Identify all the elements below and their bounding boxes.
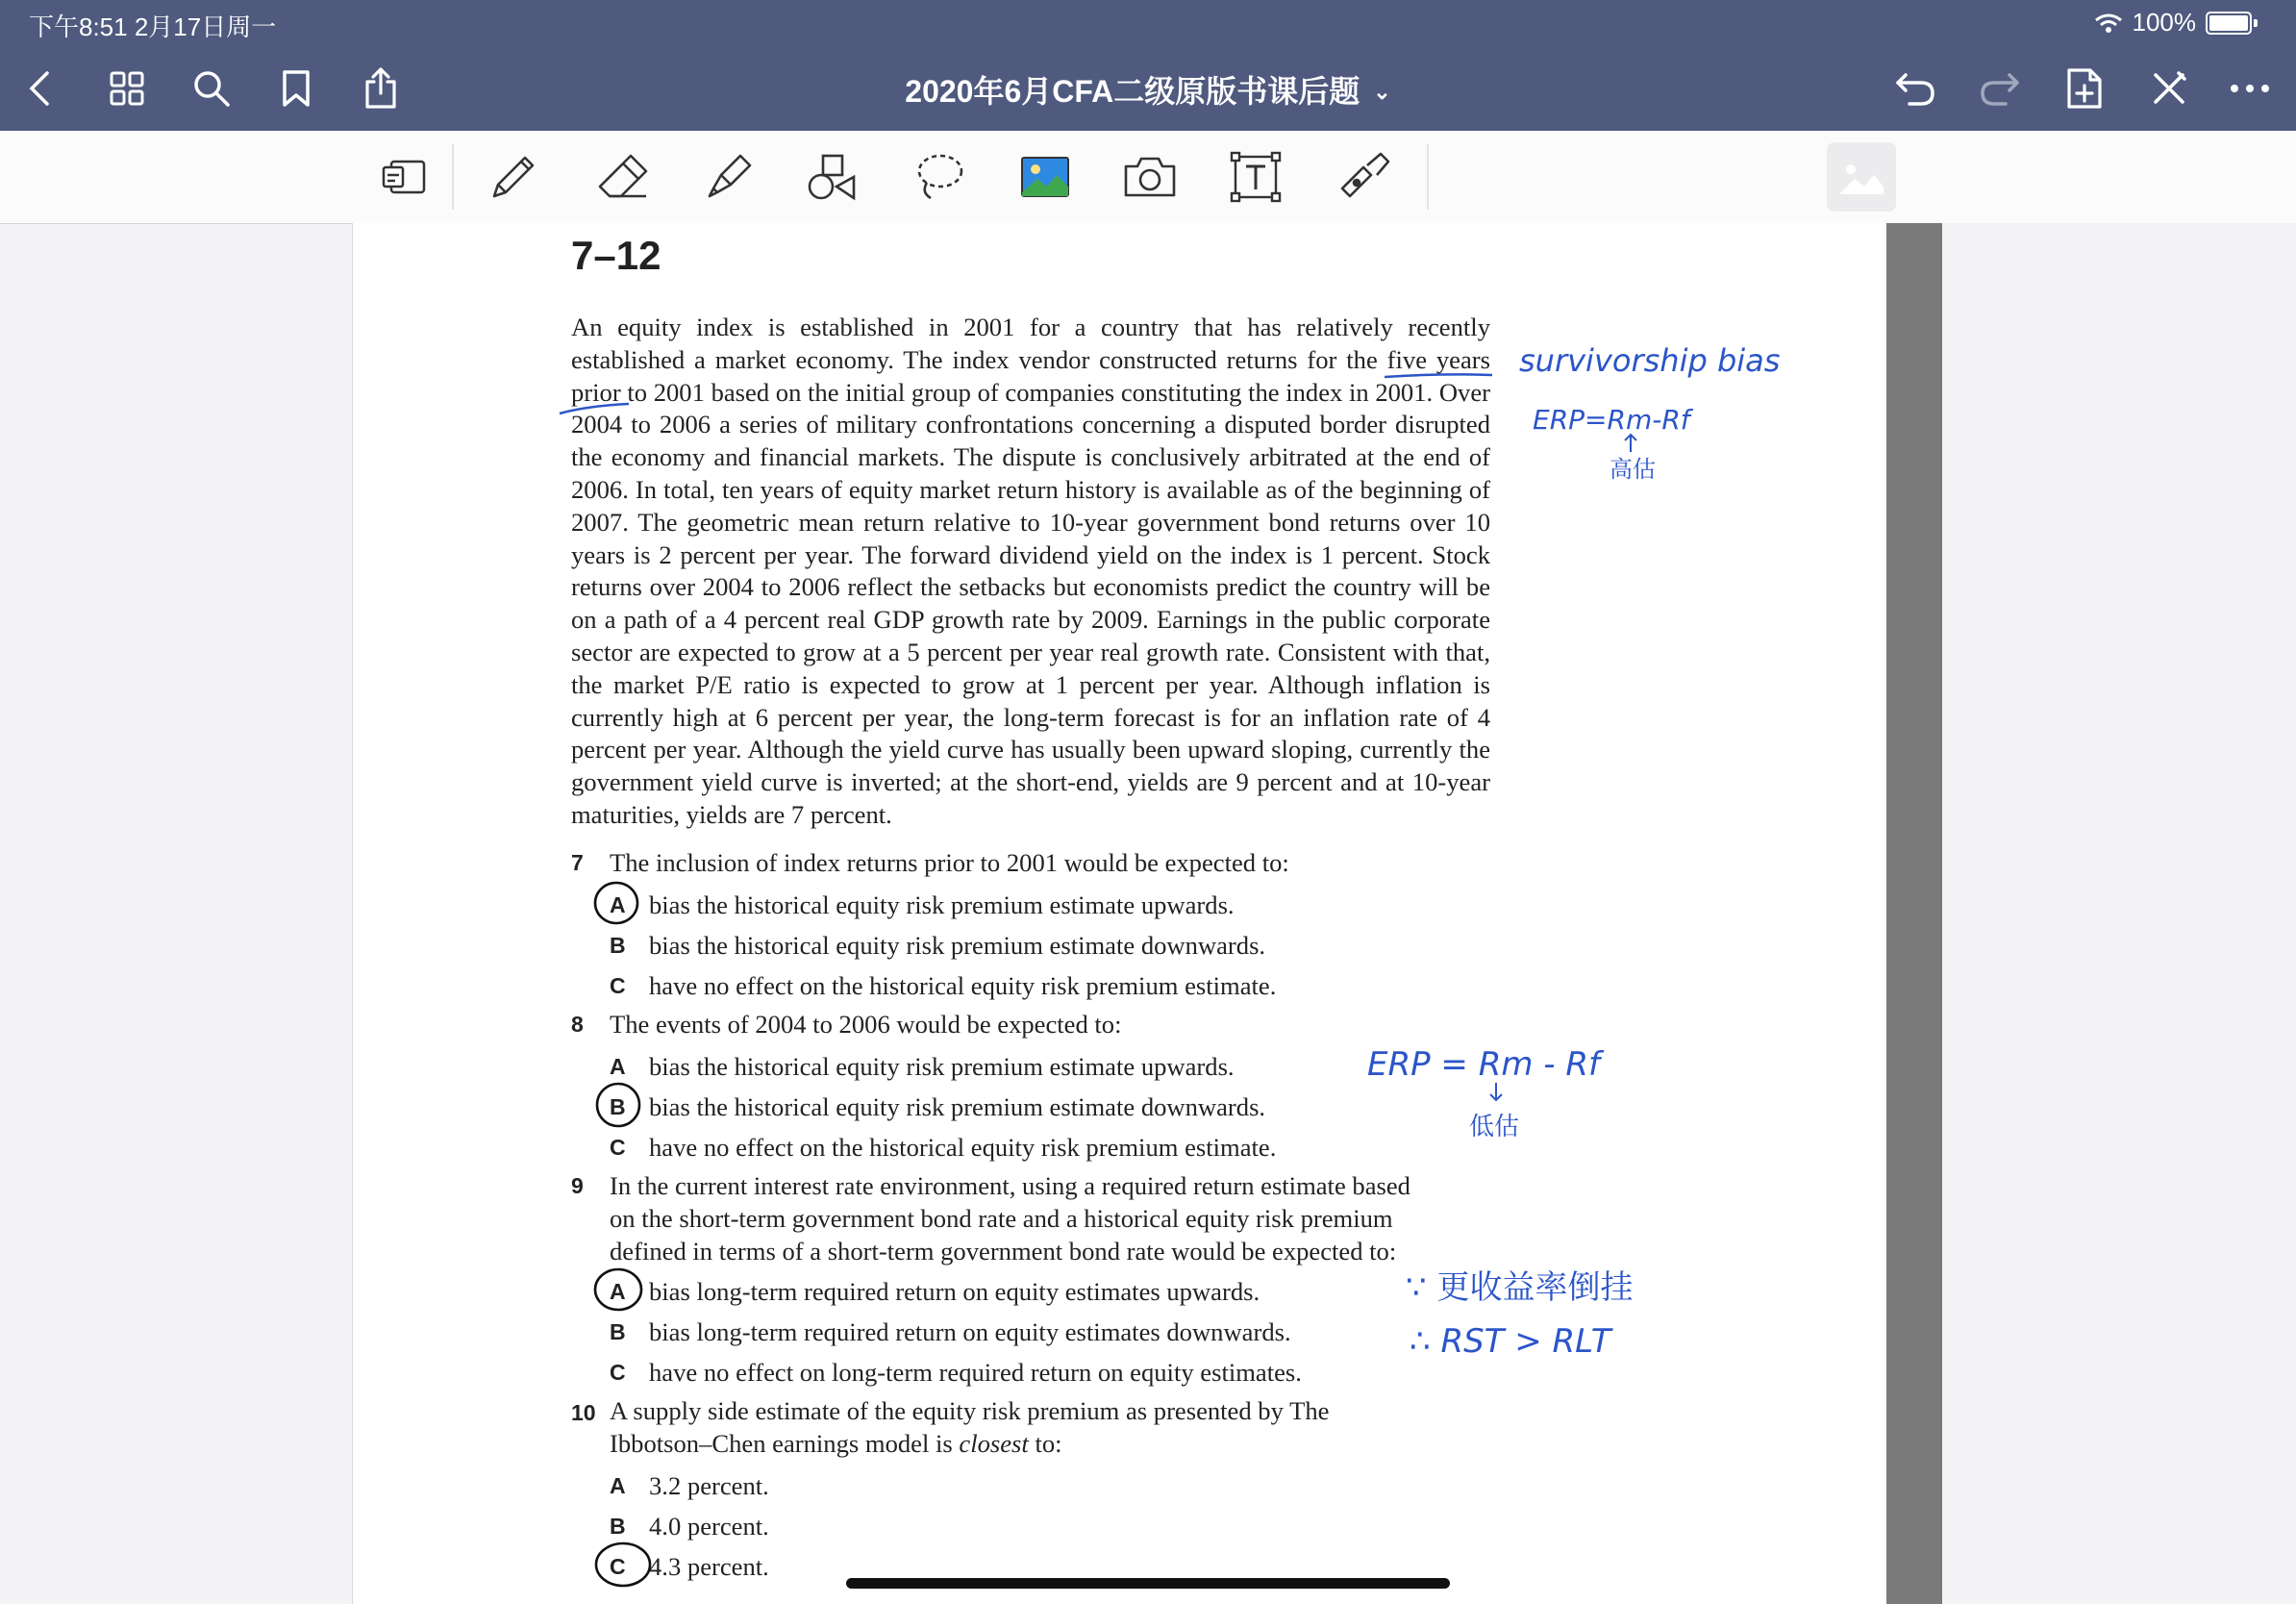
q7-option-a-text: bias the historical equity risk premium estimate upwards. — [649, 890, 1235, 919]
ink-note-rst-gt-rlt: ∴ RST > RLT — [1410, 1322, 1611, 1361]
ink-note-erp-formula-2: ERP = Rm - Rf — [1367, 1045, 1600, 1084]
question-10-text-line2: Ibbotson–Chen earnings model is closest to: — [610, 1429, 1062, 1458]
question-9-text-line3: defined in terms of a short-term government bond rate would be expected to: — [610, 1237, 1397, 1266]
q10-option-b-text: 4.0 percent. — [649, 1512, 769, 1541]
home-indicator[interactable] — [846, 1578, 1450, 1589]
ink-note-underestimate: 低估 — [1469, 1113, 1520, 1141]
question-10-number: 10 — [571, 1400, 596, 1425]
image-icon[interactable] — [1014, 146, 1076, 208]
q9-option-a-letter[interactable]: A — [610, 1279, 626, 1304]
question-8-number: 8 — [571, 1012, 584, 1037]
shapes-icon[interactable] — [802, 146, 863, 208]
q9-option-c-text: have no effect on long-term required return on equity estimates. — [649, 1358, 1302, 1387]
q10-option-c-text: 4.3 percent. — [649, 1552, 769, 1581]
text-icon[interactable] — [1225, 146, 1286, 208]
question-10-text-line1: A supply side estimate of the equity risk premium as presented by The — [610, 1396, 1330, 1425]
question-set-heading: 7–12 — [571, 233, 661, 278]
q7-option-a-letter[interactable]: A — [610, 892, 626, 917]
q9-option-a-text: bias long-term required return on equity estimates upwards. — [649, 1277, 1260, 1306]
case-passage: An equity index is established in 2001 for a country that has relatively recently established a market economy. The index vendor constructed returns for the five years prior to 2001 based on the initial group of companies constituting the index in 2001. Over 2004 to 2006 a series of military confrontations concerning a disputed border disrupted the economy and financial markets. The dispute is conclusively arbitrated at the end of 2006. In total, ten years of equity market return history is available as of the beginning of 2007. The geometric mean return relative to 10-year government bond returns over 10 years is 2 percent per year. The forward dividend yield on the index is 1 percent. Stock returns over 2004 to 2006 reflect the setbacks but economists predict the country will be on a path of a 4 percent real GDP growth rate by 2009. Earnings in the public corporate sector are expected to grow at a 5 percent per year real growth rate. Consistent with that, the market P/E ratio is expected to grow at 1 percent per year. Although inflation is currently high at 6 percent per year, the long-term forecast is for an inflation rate of 4 percent per year. Although the yield curve has usually been upward sloping, currently the government yield curve is inverted; at the short-end, yields are 9 percent and at 10-year maturities, yields are 7 percent. — [571, 313, 1490, 829]
document-title[interactable]: 2020年6月CFA二级原版书课后题 ⌄ — [905, 74, 1391, 109]
reader-mode-icon[interactable] — [373, 146, 435, 208]
close-pen-icon[interactable] — [2140, 60, 2198, 117]
ink-note-inverted-curve: ∵ 更收益率倒挂 — [1406, 1268, 1634, 1307]
annotation-toolbar — [0, 131, 2296, 224]
q10-option-c-letter[interactable]: C — [610, 1554, 626, 1579]
q8-option-a-letter[interactable]: A — [610, 1054, 626, 1079]
q10-option-b-letter[interactable]: B — [610, 1514, 626, 1539]
laser-pointer-icon[interactable] — [1333, 146, 1394, 208]
q7-option-c-letter[interactable]: C — [610, 973, 626, 998]
q8-option-c-letter[interactable]: C — [610, 1135, 626, 1160]
battery-icon — [2206, 12, 2252, 35]
q8-option-b-text: bias the historical equity risk premium estimate downwards. — [649, 1092, 1266, 1121]
undo-icon[interactable] — [1886, 60, 1944, 117]
ink-note-overestimate: 高估 — [1610, 456, 1656, 483]
redo-icon[interactable] — [1971, 60, 2029, 117]
wifi-icon — [2094, 13, 2123, 34]
ink-note-survivorship-bias: survivorship bias — [1519, 342, 1781, 379]
ink-note-erp-formula-1: ERP=Rm-Rf — [1533, 404, 1690, 436]
q10-option-a-text: 3.2 percent. — [649, 1471, 769, 1500]
top-navigation-bar — [0, 0, 2296, 131]
question-7-text: The inclusion of index returns prior to 2001 would be expected to: — [610, 848, 1289, 877]
status-indicators — [2094, 8, 2259, 38]
page-scroll-gutter[interactable] — [1886, 223, 1942, 1604]
question-8-text: The events of 2004 to 2006 would be expected to: — [610, 1010, 1122, 1039]
question-9-text-line2: on the short-term government bond rate and a historical equity risk premium — [610, 1204, 1393, 1233]
q7-option-c-text: have no effect on the historical equity risk premium estimate. — [649, 971, 1277, 1000]
status-time: 下午8:51 2月17日周一 — [29, 13, 277, 41]
q10-option-a-letter[interactable]: A — [610, 1473, 626, 1498]
q8-option-b-letter[interactable]: B — [610, 1094, 626, 1119]
question-7-number: 7 — [571, 850, 584, 875]
more-icon[interactable] — [2221, 60, 2279, 117]
q8-option-a-text: bias the historical equity risk premium estimate upwards. — [649, 1052, 1235, 1081]
eraser-icon[interactable] — [592, 146, 654, 208]
q7-option-b-text: bias the historical equity risk premium estimate downwards. — [649, 931, 1266, 960]
q9-option-b-letter[interactable]: B — [610, 1319, 626, 1344]
lasso-icon[interactable] — [910, 146, 971, 208]
camera-icon[interactable] — [1119, 146, 1181, 208]
q9-option-c-letter[interactable]: C — [610, 1360, 626, 1385]
highlighter-icon[interactable] — [698, 146, 760, 208]
battery-percent: 100% — [2132, 8, 2196, 37]
q7-option-b-letter[interactable]: B — [610, 933, 626, 958]
pen-icon[interactable] — [483, 146, 544, 208]
canvas-margin — [1942, 223, 2296, 1604]
add-page-icon[interactable] — [2056, 60, 2113, 117]
question-9-number: 9 — [571, 1173, 584, 1198]
chevron-down-icon: ⌄ — [1373, 80, 1391, 104]
question-9-text-line1: In the current interest rate environment, using a required return estimate based — [610, 1171, 1410, 1200]
q9-option-b-text: bias long-term required return on equity estimates downwards. — [649, 1317, 1291, 1346]
q8-option-c-text: have no effect on the historical equity risk premium estimate. — [649, 1133, 1277, 1162]
image-placeholder-icon[interactable] — [1827, 142, 1896, 212]
